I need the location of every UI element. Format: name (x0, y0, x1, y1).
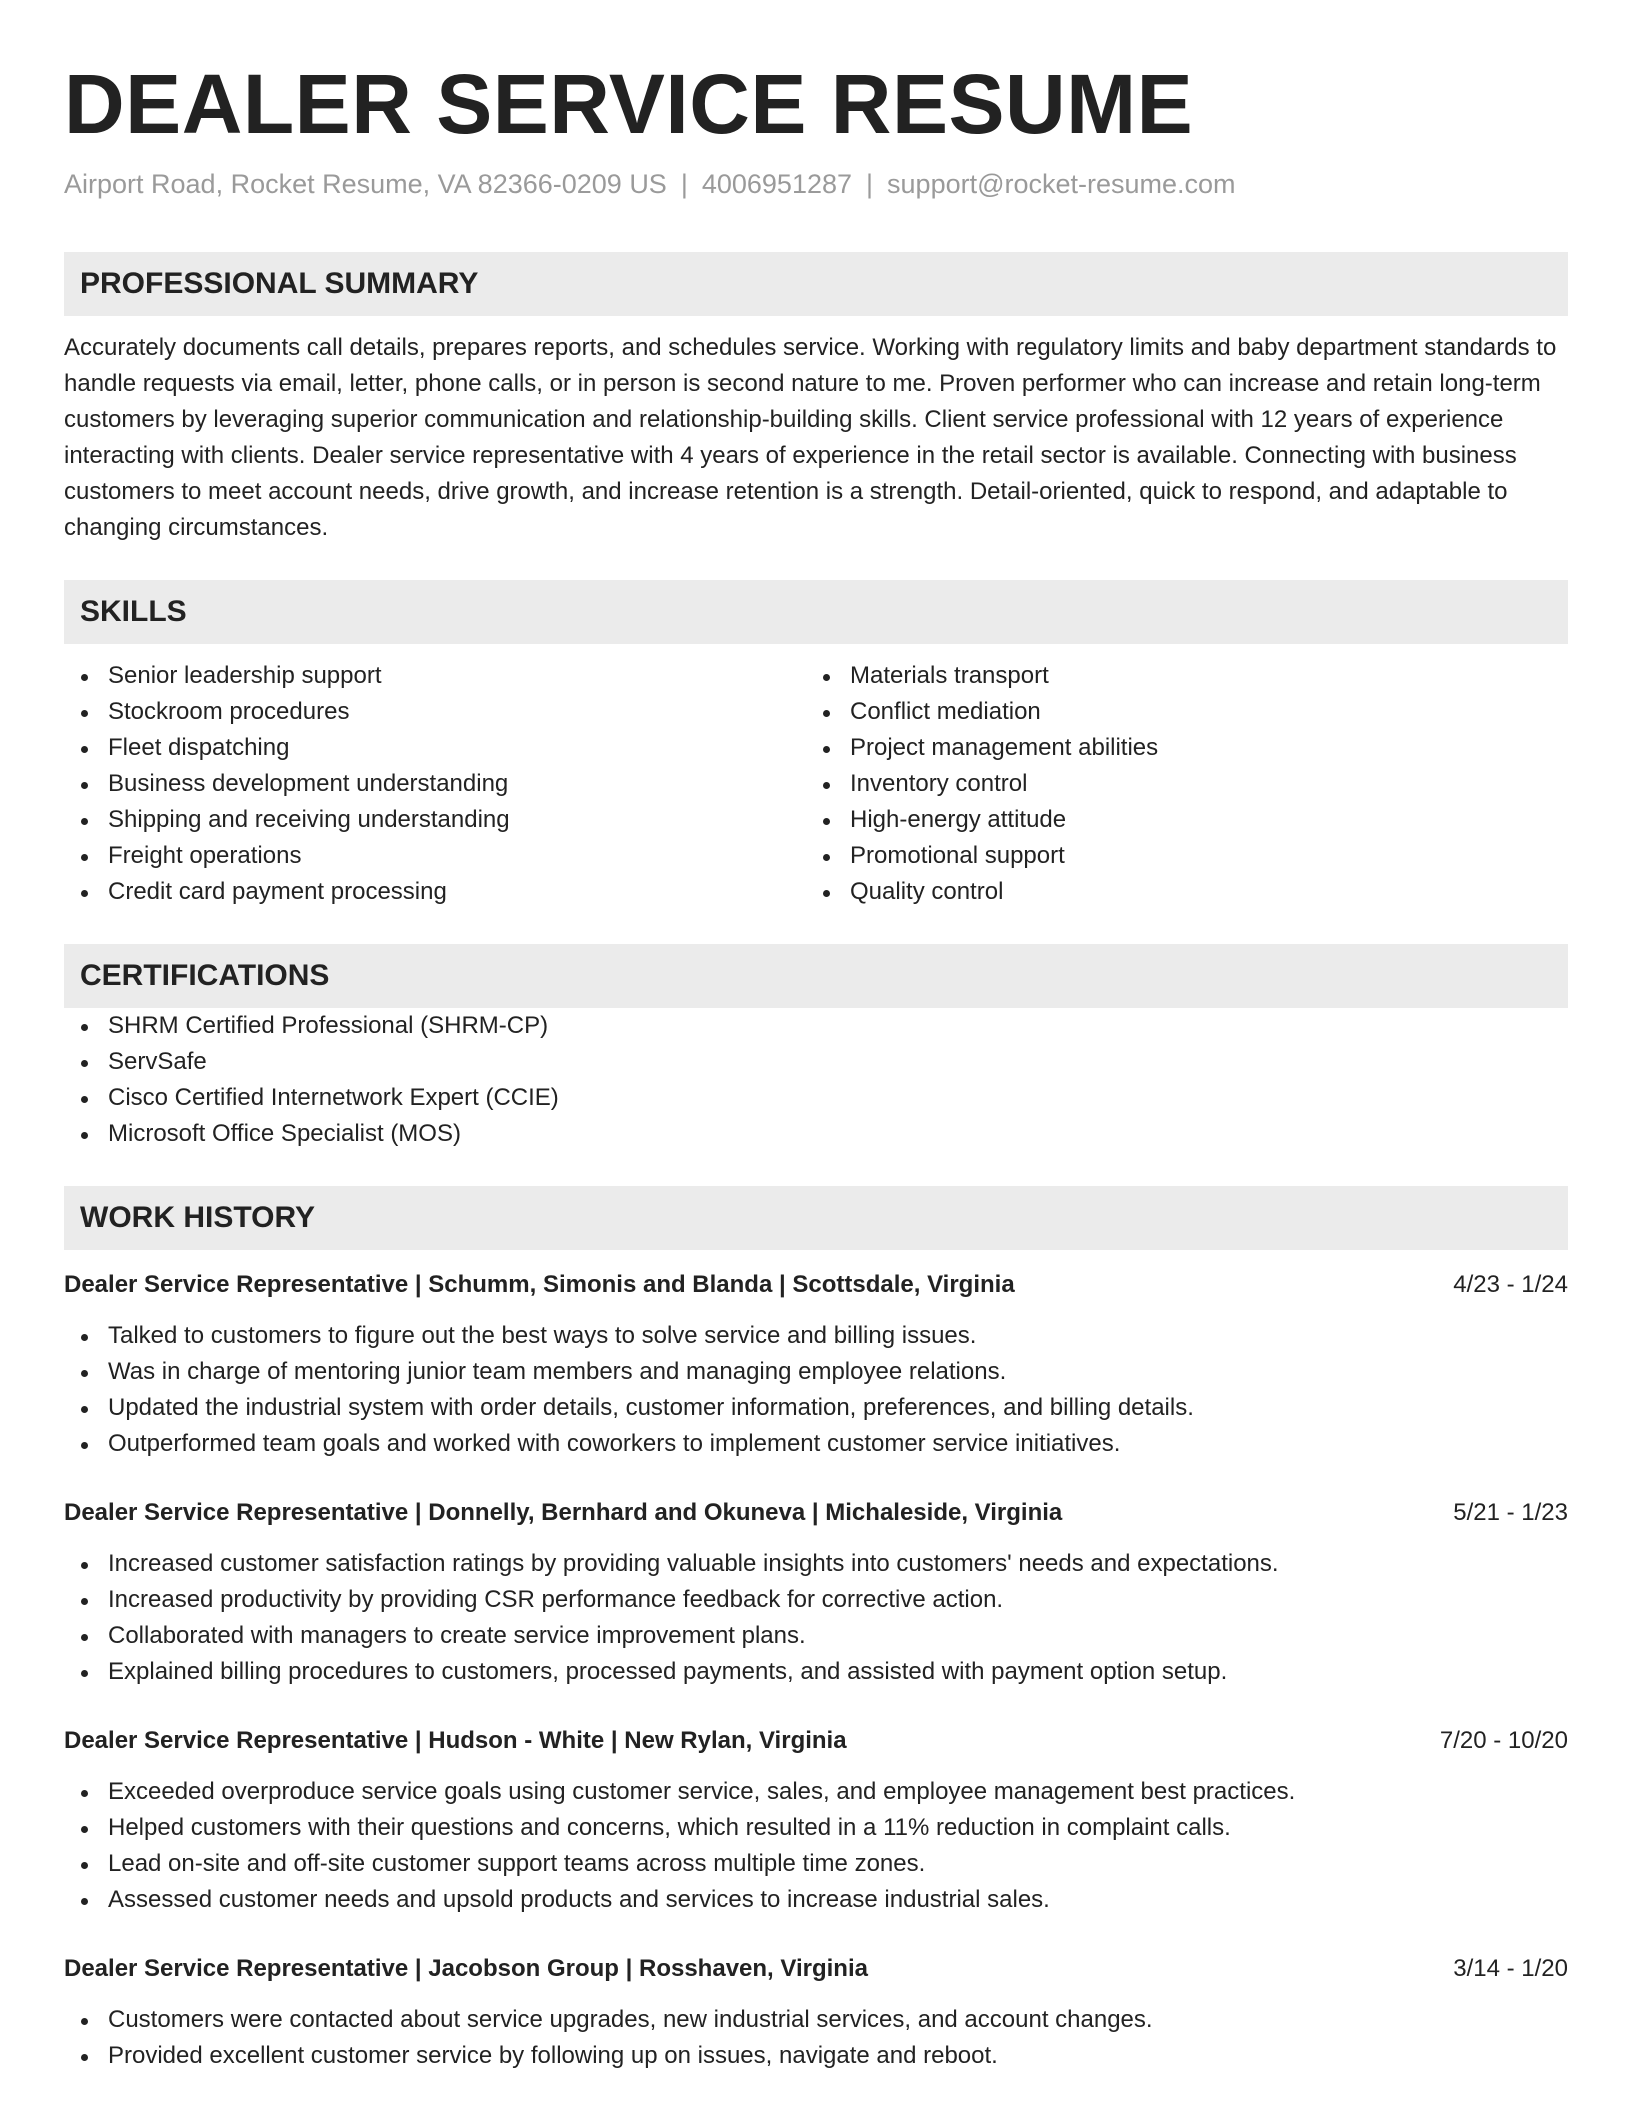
skill-item: Business development understanding (64, 766, 806, 802)
job-bullet: Collaborated with managers to create service improvement plans. (64, 1618, 1568, 1654)
skill-item: Project management abilities (806, 730, 1548, 766)
skill-item: Quality control (806, 874, 1548, 910)
certification-item: ServSafe (64, 1044, 1568, 1080)
contact-separator: | (866, 169, 874, 199)
job-title: Dealer Service Representative | Jacobson Group | Rosshaven, Virginia (64, 1955, 868, 1982)
contact-separator: | (680, 169, 688, 199)
section-header-work-history: WORK HISTORY (64, 1186, 1568, 1250)
skill-item: Inventory control (806, 766, 1548, 802)
skill-item: Credit card payment processing (64, 874, 806, 910)
job-header (64, 1496, 1568, 1530)
job-entry (64, 1952, 1568, 2074)
job-dates: 5/21 - 1/23 (1453, 1499, 1568, 1526)
skill-item: Shipping and receiving understanding (64, 802, 806, 838)
job-bullets (64, 1774, 1568, 1918)
job-dates: 4/23 - 1/24 (1453, 1271, 1568, 1298)
resume-title: DEALER SERVICE RESUME (64, 57, 1194, 151)
contact-address: Airport Road, Rocket Resume, VA 82366-0209 US (64, 169, 667, 199)
skills-list-right (806, 658, 1548, 910)
job-bullet: Lead on-site and off-site customer support teams across multiple time zones. (64, 1846, 1568, 1882)
job-bullet: Provided excellent customer service by following up on issues, navigate and reboot. (64, 2038, 1568, 2074)
job-entry (64, 1268, 1568, 1462)
job-bullet: Increased productivity by providing CSR performance feedback for corrective action. (64, 1582, 1568, 1618)
job-bullet: Customers were contacted about service upgrades, new industrial services, and account changes. (64, 2002, 1568, 2038)
skill-item: Senior leadership support (64, 658, 806, 694)
skill-item: Promotional support (806, 838, 1548, 874)
skill-item: Stockroom procedures (64, 694, 806, 730)
job-bullet: Updated the industrial system with order details, customer information, preferences, and billing details. (64, 1390, 1568, 1426)
job-dates: 7/20 - 10/20 (1439, 1727, 1568, 1754)
certification-item: Cisco Certified Internetwork Expert (CCIE) (64, 1080, 1568, 1116)
job-bullet: Exceeded overproduce service goals using customer service, sales, and employee management best practices. (64, 1774, 1568, 1810)
job-dates: 3/14 - 1/20 (1453, 1955, 1568, 1982)
section-header-skills: SKILLS (64, 580, 1568, 644)
job-bullet: Was in charge of mentoring junior team members and managing employee relations. (64, 1354, 1568, 1390)
skill-item: Freight operations (64, 838, 806, 874)
job-header (64, 1952, 1568, 1986)
job-bullet: Increased customer satisfaction ratings by providing valuable insights into customers' needs and expectations. (64, 1546, 1568, 1582)
skill-item: High-energy attitude (806, 802, 1548, 838)
section-header-certifications: CERTIFICATIONS (64, 944, 1568, 1008)
certifications-list (64, 1008, 1568, 1152)
job-title: Dealer Service Representative | Donnelly, Bernhard and Okuneva | Michaleside, Virginia (64, 1499, 1063, 1526)
job-header (64, 1724, 1568, 1758)
job-bullet: Explained billing procedures to customers, processed payments, and assisted with payment option setup. (64, 1654, 1568, 1690)
job-bullets (64, 1318, 1568, 1462)
job-title: Dealer Service Representative | Hudson - White | New Rylan, Virginia (64, 1727, 847, 1754)
job-bullets (64, 2002, 1568, 2074)
section-header-summary: PROFESSIONAL SUMMARY (64, 252, 1568, 316)
job-entry (64, 1724, 1568, 1918)
contact-line (64, 166, 1568, 202)
certification-item: Microsoft Office Specialist (MOS) (64, 1116, 1568, 1152)
job-bullet: Helped customers with their questions and concerns, which resulted in a 11% reduction in complaint calls. (64, 1810, 1568, 1846)
job-bullets (64, 1546, 1568, 1690)
certification-item: SHRM Certified Professional (SHRM-CP) (64, 1008, 1568, 1044)
skill-item: Materials transport (806, 658, 1548, 694)
skills-list-left (64, 658, 806, 910)
job-bullet: Outperformed team goals and worked with coworkers to implement customer service initiatives. (64, 1426, 1568, 1462)
skill-item: Conflict mediation (806, 694, 1548, 730)
job-title: Dealer Service Representative | Schumm, Simonis and Blanda | Scottsdale, Virginia (64, 1271, 1015, 1298)
job-bullet: Assessed customer needs and upsold products and services to increase industrial sales. (64, 1882, 1568, 1918)
job-header (64, 1268, 1568, 1302)
skill-item: Fleet dispatching (64, 730, 806, 766)
job-entry (64, 1496, 1568, 1690)
contact-phone: 4006951287 (701, 169, 853, 199)
contact-email[interactable]: support@rocket-resume.com (887, 169, 1236, 199)
job-bullet: Talked to customers to figure out the best ways to solve service and billing issues. (64, 1318, 1568, 1354)
summary-text: Accurately documents call details, prepares reports, and schedules service. Working with regulatory limits and baby department standards to handle requests via email, letter, phone calls, or in person is second nature to me. Proven performer who can increase and retain long-term customers by leveraging superior communication and relationship-building skills. Client service professional with 12 years of experience interacting with clients. Dealer service representative with 4 years of experience in the retail sector is available. Connecting with business customers to meet account needs, drive growth, and increase retention is a strength. Detail-oriented, quick to respond, and adaptable to changing circumstances. (64, 334, 1557, 541)
skills-grid (64, 658, 1568, 910)
